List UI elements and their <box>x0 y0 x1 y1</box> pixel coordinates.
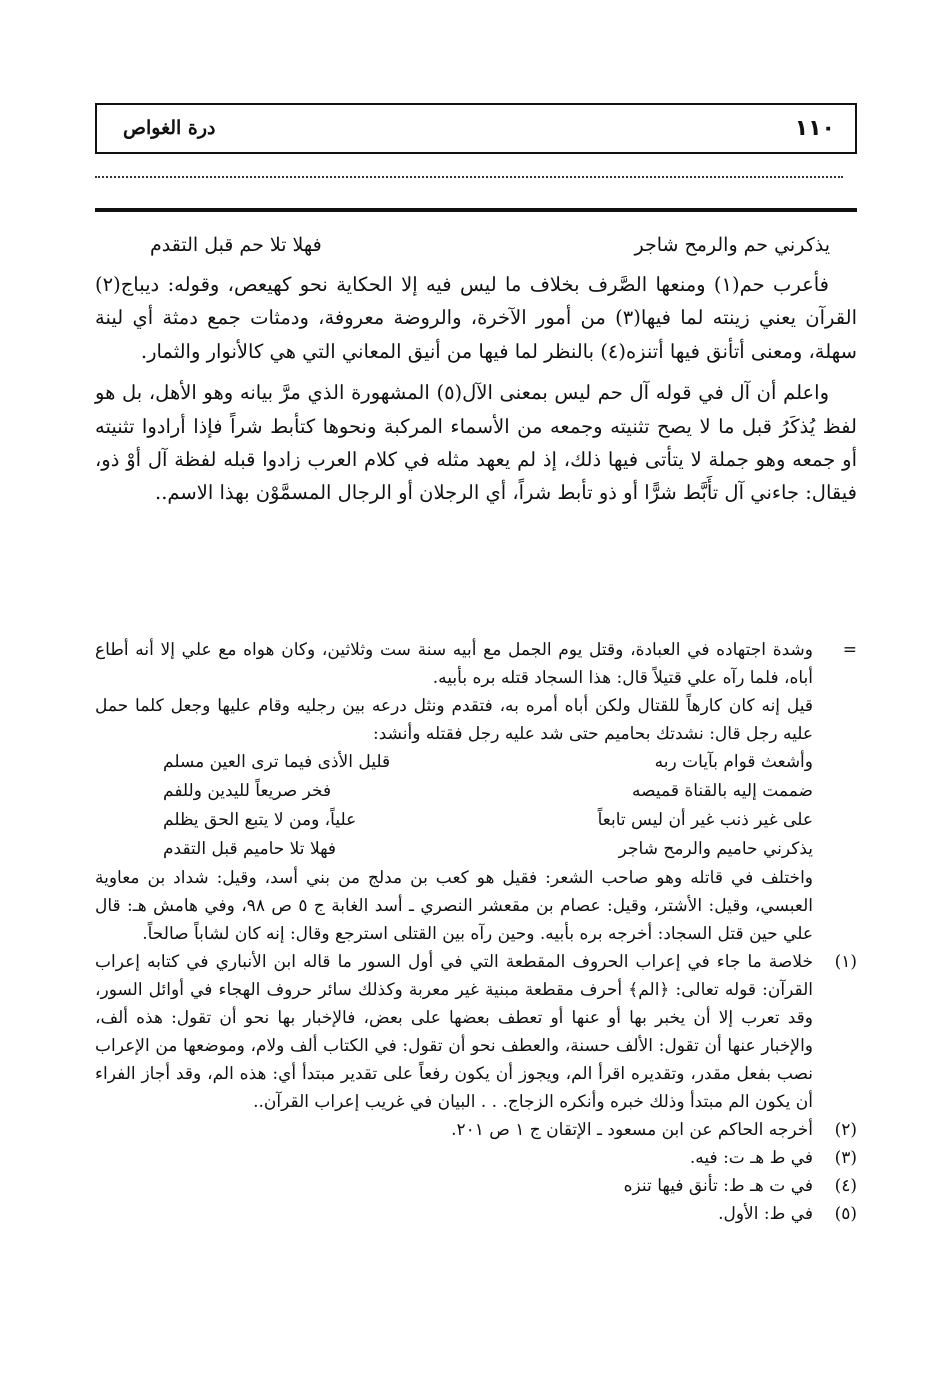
footnote-marker: (٢) <box>834 1120 857 1140</box>
footnote-5 <box>95 1200 857 1228</box>
poem-hemistich-1: يذكرني حم والرمح شاجر <box>634 234 830 256</box>
footnote-text: في ط هـ ت: فيه. <box>689 1148 813 1168</box>
footnote-continuation-2 <box>95 692 857 748</box>
paragraph-2: واعلم أن آل في قوله آل حم ليس بمعنى الآل(٥) المشهورة الذي مرَّ بيانه وهو الأهل، بل هو لفظ يُذكَرُ قبل ما لا يصح تثنيته وجمعه من الأسماء المركبة ونحوها كتأبط شراً فإذا أرادوا تثنيته أو جمعه وهو جملة لا يتأتى فيها ذلك، إذ لم يعهد مثله في كلام العرب زادوا قبله لفظة آل أوْ ذو، فيقال: جاءني آل تأَبَّط شرًّا أو ذو تأبط شراً، أي الرجلان أو الرجال المسمَّوْن بهذا الاسم.. <box>95 381 857 505</box>
footnote-4 <box>95 1172 857 1200</box>
main-text <box>95 268 857 510</box>
footnote-continuation-3 <box>95 864 857 948</box>
dotted-divider <box>95 176 843 182</box>
footnote-continuation <box>95 636 857 692</box>
footnote-marker: (١) <box>834 952 857 972</box>
footnote-1 <box>95 948 857 1116</box>
verse-hemistich-1: على غير ذنب غير أن ليس تابعاً <box>597 810 813 830</box>
verse-hemistich-2: قليل الأذى فيما ترى العين مسلم <box>163 752 391 772</box>
verse-hemistich-1: ضممت إليه بالقناة قميصه <box>632 781 813 801</box>
footnote-text: في ط: الأول. <box>718 1204 813 1224</box>
footnote-marker: (٣) <box>834 1148 857 1168</box>
footnote-3 <box>95 1144 857 1172</box>
verse-hemistich-1: يذكرني حاميم والرمح شاجر <box>618 839 813 859</box>
footnotes <box>95 636 857 1228</box>
thick-rule <box>95 208 857 212</box>
footnote-verse <box>163 748 813 777</box>
continuation-text-2: قيل إنه كان كارهاً للقتال ولكن أباه أمره به، فتقدم ونثل درعه بين رجليه وقام عليها وجعل كلما حمل عليه رجل قال: نشدتك بحاميم حتى شد عليه رجل فقتله وأنشد: <box>95 696 813 744</box>
continuation-mark: = <box>842 640 857 660</box>
footnote-marker: (٥) <box>834 1204 857 1224</box>
verse-hemistich-2: فهلا تلا حاميم قبل التقدم <box>163 839 337 859</box>
footnote-text: في ت هـ ط: تأنق فيها تنزه <box>623 1176 813 1196</box>
footnote-verse <box>163 835 813 864</box>
footnote-marker: (٤) <box>834 1176 857 1196</box>
poem-verse <box>150 234 830 268</box>
running-header <box>95 103 857 154</box>
footnote-verse <box>163 806 813 835</box>
footnote-text: خلاصة ما جاء في إعراب الحروف المقطعة التي في أول السور ما قاله ابن الأنباري في كتابه إعراب القرآن: قوله تعالى: ﴿الم﴾ أحرف مقطعة مبنية غير معربة وكذلك سائر حروف الهجاء في أوائل السور، وقد تعرب إلا أن يخبر بها أو عنها أو تعطف بعضها على بعض، فالإخبار بها نحو أن تقول: هذه ألف، والإخبار عنها أن تقول: الألف حسنة، والعطف نحو أن تقول: في الكتاب ألف ولام، وموضعها من الإعراب نصب بفعل مقدر، وتقديره اقرأ الم، ويجوز أن يكون رفعاً على تقدير مبتدأ أي: هذه الم، وقد أجاز الفراء أن يكون الم مبتدأ وذلك خبره وأنكره الزجاج. . . البيان في غريب إعراب القرآن.. <box>95 952 813 1112</box>
continuation-text-1: وشدة اجتهاده في العبادة، وقتل يوم الجمل مع أبيه سنة ست وثلاثين، وكان هواه مع علي إلا أنه أطاع أباه، فلما رآه علي قتيلاً قال: هذا السجاد قتله بره بأبيه. <box>95 640 813 688</box>
poem-hemistich-2: فهلا تلا حم قبل التقدم <box>150 234 322 256</box>
verse-hemistich-1: وأشعث قوام بآيات ربه <box>654 752 813 772</box>
verse-hemistich-2: فخر صريعاً لليدين وللفم <box>163 781 332 801</box>
continuation-text-3: واختلف في قاتله وهو صاحب الشعر: فقيل هو كعب بن مدلج من بني أسد، وقيل: شداد بن معاوية العبسي، وقيل: الأشتر، وقيل: عصام بن مقعشر النصري ـ أسد الغابة ج ٥ ص ٩٨، وفي هامش هـ: قال علي حين قتل السجاد: أخرجه بره بأبيه. وحين رآه بين القتلى استرجع وقال: إنه كان لشاباً صالحاً. <box>95 868 813 944</box>
paragraph-1: فأعرب حم(١) ومنعها الصَّرف بخلاف ما ليس فيه إلا الحكاية نحو كهيعص، وقوله: ديباج(٢) القرآن يعني زينته لما فيها(٣) من أمور الآخرة، والروضة معروفة، ودمثات جمع دمثة أي لينة سهلة، ومعنى أتأنق فيها أتنزه(٤) بالنظر لما فيها من أنيق المعاني التي هي كالأنوار والثمار. <box>95 273 857 363</box>
footnote-verses <box>163 748 813 864</box>
running-title: درة الغواص <box>123 117 216 139</box>
footnote-2 <box>95 1116 857 1144</box>
page-number: ١١٠ <box>794 116 835 141</box>
verse-hemistich-2: علياً، ومن لا يتبع الحق يظلم <box>163 810 357 830</box>
footnote-text: أخرجه الحاكم عن ابن مسعود ـ الإتقان ج ١ ص ٢٠١. <box>451 1120 813 1140</box>
footnote-verse <box>163 777 813 806</box>
